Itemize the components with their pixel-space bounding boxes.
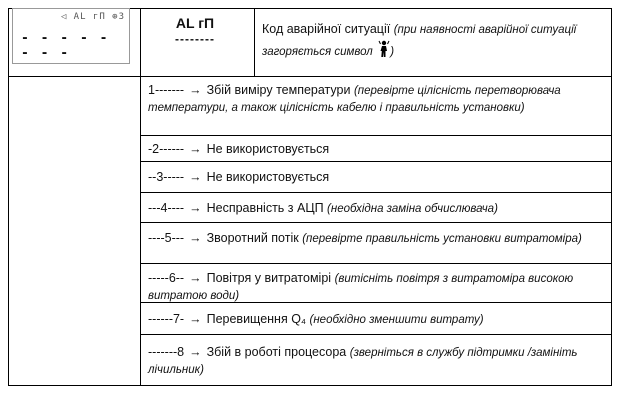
alarm-row-2 bbox=[148, 141, 608, 157]
row-note: (перевірте цілісність перетворювача температури, а також цілісність кабелю і правильність установки) bbox=[148, 85, 561, 114]
lcd-dashes: - - - - - - - - bbox=[21, 31, 110, 61]
arrow-icon: → bbox=[189, 345, 202, 359]
alarm-row-6 bbox=[148, 270, 608, 304]
alarm-code-title: AL гП bbox=[175, 15, 215, 31]
row-code: ----5--- bbox=[148, 231, 185, 245]
row-code: --3----- bbox=[148, 170, 185, 184]
row-text: Несправність з АЦП bbox=[206, 201, 324, 215]
alarm-description bbox=[262, 20, 607, 64]
row-divider bbox=[140, 192, 612, 193]
alarm-code-table bbox=[8, 8, 612, 386]
arrow-icon: → bbox=[189, 142, 202, 156]
alarm-row-1 bbox=[148, 82, 608, 116]
row-code: 1------- bbox=[148, 83, 185, 97]
row-text: Перевищення Q₄ bbox=[206, 312, 307, 326]
row-code: ------7- bbox=[148, 312, 185, 326]
row-note: (необхідна заміна обчислювача) bbox=[327, 203, 498, 215]
alarm-description-main: Код аварійної ситуації bbox=[262, 22, 391, 36]
alarm-row-3 bbox=[148, 169, 608, 185]
row-text: Зворотний потік bbox=[206, 231, 299, 245]
row-code: -----6-- bbox=[148, 271, 185, 285]
alarm-person-icon bbox=[378, 40, 390, 64]
arrow-icon: → bbox=[189, 83, 202, 97]
arrow-icon: → bbox=[189, 201, 202, 215]
alarm-row-8 bbox=[148, 344, 608, 378]
row-text: Не використовується bbox=[206, 170, 330, 184]
arrow-icon: → bbox=[189, 170, 202, 184]
alarm-row-5 bbox=[148, 230, 608, 247]
header-divider bbox=[8, 76, 612, 77]
row-code: -------8 bbox=[148, 345, 185, 359]
alarm-row-7 bbox=[148, 311, 608, 328]
arrow-icon: → bbox=[189, 271, 202, 285]
row-text: Повітря у витратомірі bbox=[206, 271, 332, 285]
column-divider-2 bbox=[254, 8, 255, 76]
row-text: Збій виміру температури bbox=[206, 83, 351, 97]
row-divider bbox=[140, 334, 612, 335]
row-note: (зверніться в службу підтримки /замініть лічильник) bbox=[148, 347, 578, 376]
arrow-icon: → bbox=[189, 312, 202, 326]
lcd-display bbox=[12, 8, 130, 64]
alarm-description-note-end: ) bbox=[390, 46, 395, 58]
row-text: Не використовується bbox=[206, 142, 330, 156]
lcd-status-text: ◁ AL гП ⊕3 bbox=[60, 12, 125, 22]
row-code: -2------ bbox=[148, 142, 185, 156]
alarm-code-dashes: -------- bbox=[175, 32, 215, 46]
row-code: ---4---- bbox=[148, 201, 185, 215]
row-divider bbox=[140, 222, 612, 223]
column-divider-1 bbox=[140, 8, 141, 386]
row-divider bbox=[140, 263, 612, 264]
row-text: Збій в роботі процесора bbox=[206, 345, 347, 359]
arrow-icon: → bbox=[189, 231, 202, 245]
row-divider bbox=[140, 161, 612, 162]
alarm-code-header bbox=[145, 14, 245, 46]
alarm-row-4 bbox=[148, 200, 608, 217]
alarm-description-note: (при наявності аварійної ситуації загоряється символ bbox=[262, 24, 577, 58]
row-note: (перевірте правильність установки витратоміра) bbox=[302, 233, 582, 245]
row-note: (необхідно зменшити витрату) bbox=[309, 314, 484, 326]
row-note: (витісніть повітря з витратоміра високою витратою води) bbox=[148, 273, 574, 302]
row-divider bbox=[140, 135, 612, 136]
